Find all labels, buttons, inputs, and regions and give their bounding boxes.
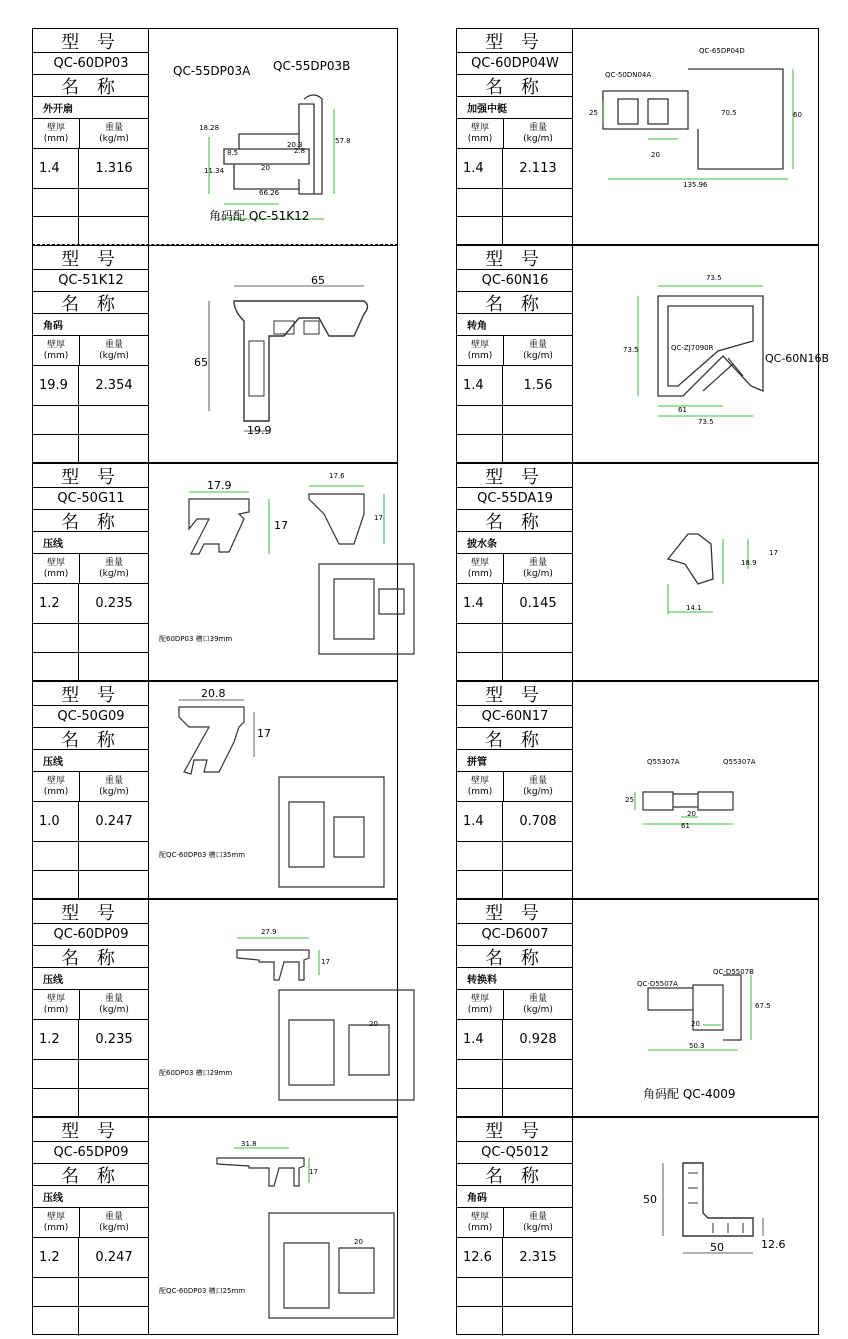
drawing-label: 27.9 [261, 928, 277, 936]
weight-label: 重量 [104, 557, 123, 568]
spec-values [33, 802, 149, 842]
weight-unit: (kg/m) [523, 1222, 553, 1233]
profile-name: 拼管 [457, 750, 573, 772]
spec-header [33, 772, 149, 802]
name-label: 名 称 [457, 75, 573, 97]
spec-values [457, 802, 573, 842]
wall-label: 壁厚 [470, 775, 489, 786]
blank-row [457, 1089, 573, 1118]
drawing-label: 61 [681, 822, 690, 830]
tag-label: QC-65DP04D [699, 47, 745, 55]
name-label: 名 称 [457, 728, 573, 750]
profile-card [456, 1117, 819, 1335]
drawing-label: 2.8 [294, 147, 306, 155]
profile-card [32, 245, 398, 463]
profile-section-svg [573, 1118, 848, 1336]
weight-value: 2.113 [519, 161, 557, 176]
weight-value: 2.354 [95, 378, 133, 393]
spec-header [33, 119, 149, 149]
spec-table [457, 464, 573, 680]
wall-unit: (mm) [43, 1004, 69, 1015]
drawing-label: 60 [793, 111, 802, 119]
model-label: 型 号 [457, 464, 573, 488]
profile-name: 压线 [33, 532, 149, 554]
blank-row [33, 624, 149, 653]
drawing-label: 17 [374, 514, 383, 522]
drawing-label: 31.8 [241, 1140, 257, 1148]
blank-row [457, 842, 573, 871]
weight-unit: (kg/m) [99, 786, 129, 797]
blank-row [33, 217, 149, 246]
blank-row [33, 435, 149, 464]
profile-section-svg [149, 1118, 439, 1336]
note-label: 角码配 QC-4009 [643, 1087, 736, 1101]
wall-unit: (mm) [467, 786, 493, 797]
weight-value: 0.235 [95, 596, 133, 611]
profile-name: 外开扇 [33, 97, 149, 119]
drawing-label: 20 [687, 810, 696, 818]
profile-card [32, 681, 398, 899]
weight-unit: (kg/m) [523, 568, 553, 579]
weight-unit: (kg/m) [99, 350, 129, 361]
profile-section-svg [573, 464, 848, 682]
wall-unit: (mm) [43, 1222, 69, 1233]
wall-value: 1.4 [457, 366, 503, 405]
profile-drawing [573, 29, 818, 244]
note-label: 配60DP03 槽口39mm [159, 635, 233, 643]
profile-name: 压线 [33, 750, 149, 772]
drawing-label: 17 [321, 958, 330, 966]
weight-value: 0.928 [519, 1032, 557, 1047]
wall-unit: (mm) [467, 133, 493, 144]
drawing-label: 73.5 [623, 346, 639, 354]
weight-unit: (kg/m) [523, 350, 553, 361]
drawing-label: 20 [261, 164, 270, 172]
drawing-label: 14.1 [686, 604, 702, 612]
spec-table [457, 900, 573, 1116]
drawing-label: 18.28 [199, 124, 220, 132]
profile-drawing [149, 900, 397, 1116]
tag-label: QC-D5507A [637, 980, 678, 988]
profile-name: 转角 [457, 314, 573, 336]
profile-name: 披水条 [457, 532, 573, 554]
name-label: 名 称 [33, 75, 149, 97]
profile-code: QC-50G11 [33, 488, 149, 510]
name-label: 名 称 [457, 510, 573, 532]
weight-label: 重量 [528, 339, 547, 350]
drawing-label: 20 [354, 1238, 363, 1246]
profile-section-svg [149, 900, 439, 1118]
profile-name: 转换料 [457, 968, 573, 990]
profile-code: QC-60N16 [457, 270, 573, 292]
drawing-label: 12.6 [761, 1238, 786, 1251]
drawing-label: 19.9 [247, 424, 272, 437]
drawing-label: 25 [589, 109, 598, 117]
note-label: 配QC-60DP03 槽口25mm [159, 1287, 246, 1295]
profile-section-svg [573, 682, 848, 900]
spec-values [33, 366, 149, 406]
blank-row [457, 1278, 573, 1307]
weight-value: 2.315 [519, 1250, 557, 1265]
drawing-label: 73.5 [698, 418, 714, 426]
profile-code: QC-55DA19 [457, 488, 573, 510]
wall-value: 1.0 [33, 802, 79, 841]
profile-code: QC-60N17 [457, 706, 573, 728]
drawing-label: 17 [309, 1168, 318, 1176]
drawing-label: 50.3 [689, 1042, 705, 1050]
drawing-label: 20 [369, 1020, 378, 1028]
blank-row [33, 1307, 149, 1336]
spec-table [33, 682, 149, 898]
spec-table [457, 682, 573, 898]
blank-row [33, 189, 149, 217]
profile-code: QC-60DP04W [457, 53, 573, 75]
weight-label: 重量 [104, 339, 123, 350]
drawing-label: 8.5 [227, 149, 239, 157]
model-label: 型 号 [457, 29, 573, 53]
wall-value: 1.4 [457, 1020, 503, 1059]
spec-values [457, 366, 573, 406]
profile-name: 角码 [33, 314, 149, 336]
profile-section-svg [573, 29, 848, 246]
weight-unit: (kg/m) [523, 1004, 553, 1015]
note-label: 配QC-60DP03 槽口35mm [159, 851, 246, 859]
spec-header [457, 1208, 573, 1238]
profile-code: QC-65DP09 [33, 1142, 149, 1164]
drawing-label: 57.8 [335, 137, 351, 145]
name-label: 名 称 [457, 946, 573, 968]
profile-name: 角码 [457, 1186, 573, 1208]
weight-value: 0.145 [519, 596, 557, 611]
wall-unit: (mm) [467, 1222, 493, 1233]
drawing-label: 20 [651, 151, 660, 159]
profile-drawing [573, 682, 818, 898]
wall-value: 1.4 [457, 802, 503, 841]
weight-unit: (kg/m) [99, 133, 129, 144]
blank-row [457, 1307, 573, 1336]
spec-values [33, 1238, 149, 1278]
wall-unit: (mm) [43, 133, 69, 144]
model-label: 型 号 [457, 900, 573, 924]
tag-label: QC-50DN04A [605, 71, 652, 79]
name-label: 名 称 [33, 946, 149, 968]
profile-name: 压线 [33, 968, 149, 990]
profile-name: 加强中梃 [457, 97, 573, 119]
wall-unit: (mm) [43, 568, 69, 579]
wall-unit: (mm) [467, 568, 493, 579]
wall-label: 壁厚 [470, 339, 489, 350]
drawing-label: 17 [257, 727, 271, 740]
drawing-label: 17 [769, 549, 778, 557]
spec-table [33, 1118, 149, 1334]
profile-section-svg [149, 246, 439, 464]
wall-value: 1.4 [33, 149, 79, 188]
weight-value: 0.247 [95, 1250, 133, 1265]
wall-label: 壁厚 [470, 122, 489, 133]
drawing-label: 67.5 [755, 1002, 771, 1010]
tag-label: QC-55DP03B [273, 59, 351, 73]
blank-row [457, 1060, 573, 1089]
wall-unit: (mm) [467, 1004, 493, 1015]
profile-card [456, 28, 819, 245]
model-label: 型 号 [33, 682, 149, 706]
weight-label: 重量 [528, 1211, 547, 1222]
model-label: 型 号 [33, 246, 149, 270]
wall-label: 壁厚 [470, 1211, 489, 1222]
weight-label: 重量 [528, 557, 547, 568]
spec-values [457, 1020, 573, 1060]
tag-label: Q55307A [723, 758, 756, 766]
wall-unit: (mm) [467, 350, 493, 361]
profile-drawing [573, 246, 830, 462]
name-label: 名 称 [33, 1164, 149, 1186]
profile-card [456, 463, 819, 681]
tag-label: QC-60N16B [765, 352, 830, 365]
spec-table [33, 900, 149, 1116]
wall-label: 壁厚 [470, 993, 489, 1004]
spec-table [33, 246, 149, 462]
drawing-label: 65 [311, 274, 325, 287]
profile-card [456, 899, 819, 1117]
weight-value: 1.56 [523, 378, 553, 393]
drawing-label: 50 [643, 1193, 657, 1206]
profile-card [32, 28, 398, 245]
spec-header [457, 336, 573, 366]
weight-value: 0.247 [95, 814, 133, 829]
weight-unit: (kg/m) [523, 133, 553, 144]
name-label: 名 称 [33, 510, 149, 532]
profile-drawing [149, 29, 397, 244]
spec-header [33, 990, 149, 1020]
weight-unit: (kg/m) [99, 1004, 129, 1015]
spec-table [33, 29, 149, 244]
profile-card [456, 681, 819, 899]
profile-code: QC-60DP03 [33, 53, 149, 75]
blank-row [33, 1278, 149, 1307]
wall-label: 壁厚 [46, 1211, 65, 1222]
blank-row [457, 189, 573, 217]
profile-name: 压线 [33, 1186, 149, 1208]
drawing-label: 25 [625, 796, 634, 804]
blank-row [33, 653, 149, 682]
blank-row [33, 406, 149, 435]
wall-unit: (mm) [43, 350, 69, 361]
drawing-label: 70.5 [721, 109, 737, 117]
drawing-label: 18.9 [741, 559, 757, 567]
blank-row [457, 217, 573, 246]
spec-values [457, 584, 573, 624]
model-label: 型 号 [33, 29, 149, 53]
wall-value: 1.2 [33, 1238, 79, 1277]
spec-table [33, 464, 149, 680]
blank-row [457, 653, 573, 682]
wall-label: 壁厚 [46, 557, 65, 568]
profile-code: QC-51K12 [33, 270, 149, 292]
wall-label: 壁厚 [46, 775, 65, 786]
spec-header [457, 772, 573, 802]
tag-label: QC-55DP03A [173, 64, 251, 78]
blank-row [33, 842, 149, 871]
wall-value: 1.2 [33, 1020, 79, 1059]
drawing-label: 135.96 [683, 181, 708, 189]
weight-value: 0.708 [519, 814, 557, 829]
spec-header [33, 554, 149, 584]
model-label: 型 号 [33, 1118, 149, 1142]
drawing-label: 20 [691, 1020, 700, 1028]
drawing-label: 11.34 [204, 167, 225, 175]
tag-label: QC-D5507B [713, 968, 754, 976]
profile-section-svg [149, 464, 439, 682]
weight-value: 0.235 [95, 1032, 133, 1047]
profile-code: QC-60DP09 [33, 924, 149, 946]
profile-drawing [149, 1118, 397, 1334]
tag-label: QC-ZJ7090R [671, 344, 714, 352]
wall-value: 19.9 [33, 366, 79, 405]
profile-drawing [149, 464, 397, 680]
profile-code: QC-50G09 [33, 706, 149, 728]
blank-row [33, 1060, 149, 1089]
spec-header [457, 554, 573, 584]
profile-card [456, 245, 830, 463]
blank-row [457, 624, 573, 653]
profile-code: QC-D6007 [457, 924, 573, 946]
spec-header [457, 990, 573, 1020]
profile-card [32, 899, 398, 1117]
wall-value: 1.4 [457, 584, 503, 623]
blank-row [33, 871, 149, 900]
note-label: 配60DP03 槽口29mm [159, 1069, 233, 1077]
name-label: 名 称 [457, 1164, 573, 1186]
weight-label: 重量 [104, 122, 123, 133]
drawing-label: 20.3 [287, 141, 303, 149]
profile-card [32, 463, 398, 681]
weight-unit: (kg/m) [99, 568, 129, 579]
wall-label: 壁厚 [46, 993, 65, 1004]
spec-values [33, 584, 149, 624]
blank-row [457, 435, 573, 464]
weight-label: 重量 [104, 993, 123, 1004]
drawing-label: 61 [678, 406, 687, 414]
name-label: 名 称 [33, 292, 149, 314]
drawing-label: 50 [710, 1241, 724, 1254]
profile-drawing [573, 1118, 818, 1334]
wall-value: 1.4 [457, 149, 503, 188]
model-label: 型 号 [457, 682, 573, 706]
weight-label: 重量 [104, 775, 123, 786]
spec-header [33, 1208, 149, 1238]
weight-value: 1.316 [95, 161, 133, 176]
drawing-label: 17 [274, 519, 288, 532]
profile-code: QC-Q5012 [457, 1142, 573, 1164]
model-label: 型 号 [457, 1118, 573, 1142]
weight-label: 重量 [528, 993, 547, 1004]
wall-label: 壁厚 [46, 339, 65, 350]
wall-value: 12.6 [457, 1238, 503, 1277]
profile-drawing [149, 246, 397, 462]
profile-drawing [573, 900, 818, 1116]
model-label: 型 号 [457, 246, 573, 270]
name-label: 名 称 [457, 292, 573, 314]
profile-drawing [149, 682, 397, 898]
spec-table [457, 246, 573, 462]
spec-values [457, 149, 573, 189]
tag-label: Q55307A [647, 758, 680, 766]
model-label: 型 号 [33, 900, 149, 924]
drawing-label: 20.8 [201, 687, 226, 700]
profile-drawing [573, 464, 818, 680]
weight-label: 重量 [528, 122, 547, 133]
spec-header [457, 119, 573, 149]
profile-section-svg [149, 682, 439, 900]
weight-unit: (kg/m) [99, 1222, 129, 1233]
note-label: 角码配 QC-51K12 [209, 209, 310, 223]
spec-table [457, 1118, 573, 1334]
drawing-label: 17.9 [207, 479, 232, 492]
model-label: 型 号 [33, 464, 149, 488]
spec-values [457, 1238, 573, 1278]
spec-header [33, 336, 149, 366]
weight-label: 重量 [528, 775, 547, 786]
profile-card [32, 1117, 398, 1335]
drawing-label: 17.6 [329, 472, 345, 480]
wall-value: 1.2 [33, 584, 79, 623]
spec-values [33, 149, 149, 189]
weight-unit: (kg/m) [523, 786, 553, 797]
blank-row [457, 871, 573, 900]
blank-row [457, 406, 573, 435]
spec-table [457, 29, 573, 244]
blank-row [33, 1089, 149, 1118]
name-label: 名 称 [33, 728, 149, 750]
wall-label: 壁厚 [46, 122, 65, 133]
weight-label: 重量 [104, 1211, 123, 1222]
spec-values [33, 1020, 149, 1060]
drawing-label: 73.5 [706, 274, 722, 282]
wall-label: 壁厚 [470, 557, 489, 568]
drawing-label: 65 [194, 356, 208, 369]
wall-unit: (mm) [43, 786, 69, 797]
drawing-label: 66.26 [259, 189, 280, 197]
